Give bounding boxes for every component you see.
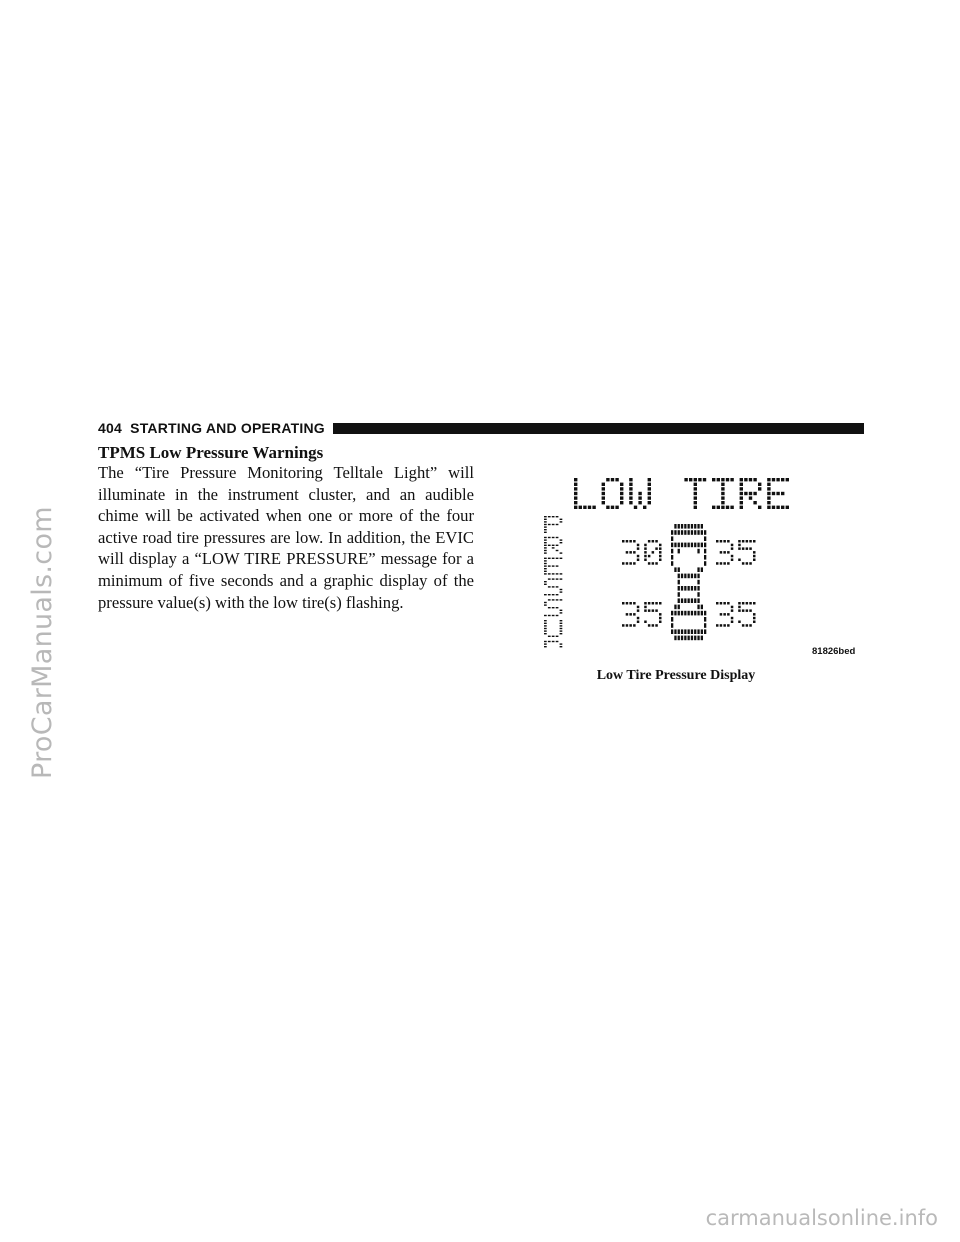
- top-line-char: [574, 478, 596, 509]
- section-name: STARTING AND OPERATING: [130, 420, 325, 436]
- right-rear-value-char: [738, 602, 755, 627]
- page-number: 404: [98, 420, 122, 436]
- vehicle-outline-icon: [671, 524, 706, 640]
- right-front-value-char: [716, 540, 733, 565]
- left-rear-value-char: [622, 602, 639, 627]
- section-title: TPMS Low Pressure Warnings: [98, 443, 324, 462]
- top-line-char: [684, 478, 706, 509]
- display-right-values: [716, 540, 756, 627]
- side-label-char: [544, 641, 562, 648]
- top-line-char: [767, 478, 789, 509]
- display-side-label: [544, 516, 562, 648]
- display-left-values: [622, 540, 662, 627]
- figure-id: 81826bed: [812, 646, 856, 657]
- figure-caption: Low Tire Pressure Display: [596, 668, 756, 683]
- left-rear-value-char: [644, 602, 661, 627]
- left-front-value-char: [644, 540, 661, 565]
- page-number-section: [98, 420, 325, 436]
- left-front-value-char: [622, 540, 639, 565]
- header-rule: [333, 423, 864, 434]
- top-line-char: [740, 478, 762, 509]
- side-label-char: [544, 578, 562, 595]
- bottom-watermark: carmanualsonline.info: [705, 1206, 938, 1230]
- side-label-char: [544, 558, 562, 575]
- low-tire-pressure-figure: [540, 478, 862, 648]
- top-line-char: [629, 478, 651, 509]
- side-watermark: ProCarManuals.com: [27, 506, 58, 779]
- dot-matrix-display: [540, 478, 862, 648]
- side-label-char: [544, 599, 562, 616]
- top-line-char: [712, 478, 734, 509]
- page-header: [98, 418, 864, 438]
- side-label-char: [544, 516, 562, 533]
- side-label-char: [544, 620, 562, 637]
- body-paragraph: The “Tire Pressure Monitoring Telltale Light” will illuminate in the instrument cluster, and an audible chime will be activated when one or more of the four active road tire pressures are low. In addition, the EVIC will display a “LOW TIRE PRESSURE” message for a minimum of five seconds and a graphic display of the pressure value(s) with the low tire(s) flashing.: [98, 463, 474, 612]
- right-front-value-char: [738, 540, 755, 565]
- top-line-char: [602, 478, 624, 509]
- right-rear-value-char: [716, 602, 733, 627]
- side-label-char: [544, 537, 562, 554]
- display-top-line: [574, 478, 789, 509]
